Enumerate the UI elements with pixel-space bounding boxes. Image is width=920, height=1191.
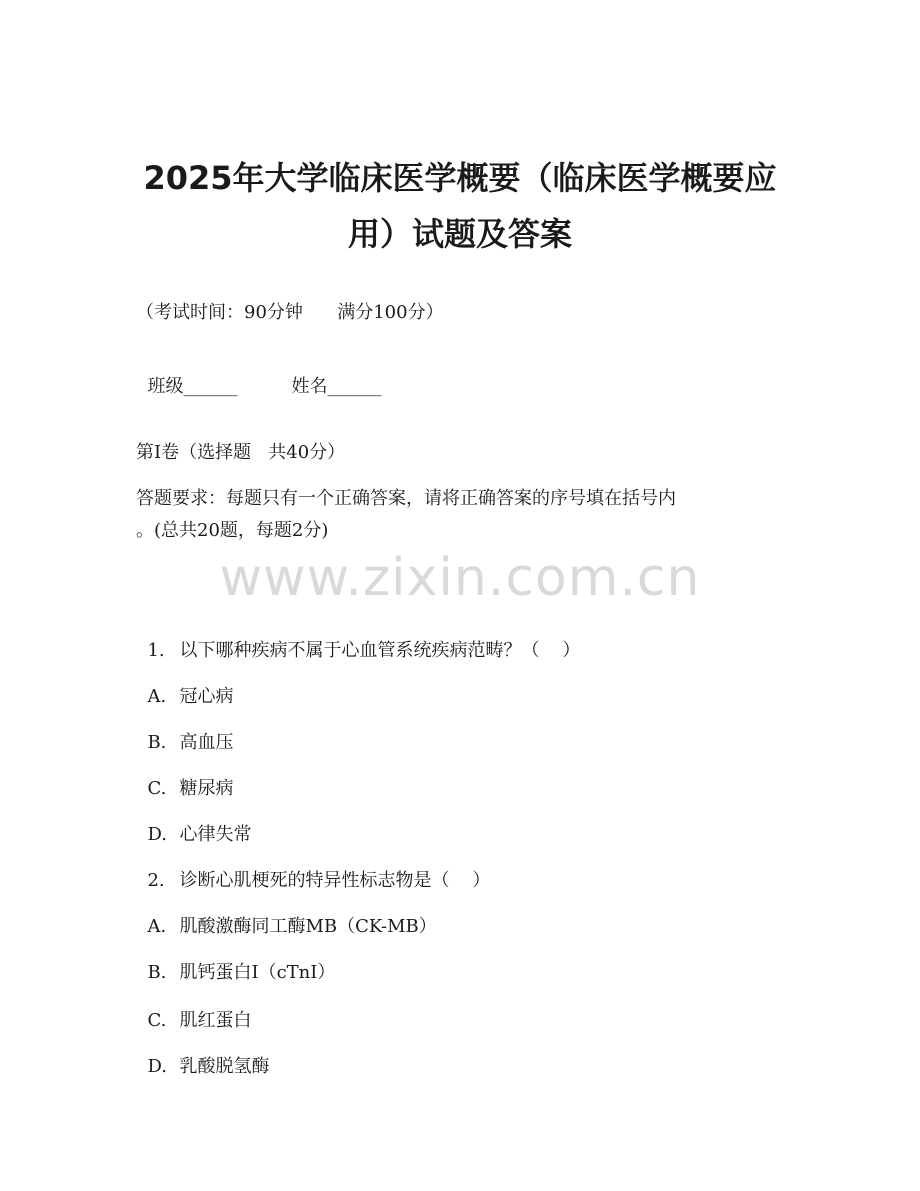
watermark: www.zixin.com.cn bbox=[219, 548, 701, 608]
title-line-1: 2025年大学临床医学概要（临床医学概要应 bbox=[143, 159, 777, 197]
option-2d[interactable] bbox=[136, 1028, 269, 1080]
option-2c[interactable] bbox=[136, 982, 251, 1034]
question-1 bbox=[136, 612, 580, 664]
option-letter: B. bbox=[147, 962, 167, 983]
option-letter: D. bbox=[147, 1056, 167, 1077]
option-1a[interactable] bbox=[136, 658, 233, 710]
document-title bbox=[110, 150, 810, 262]
option-text: 肌酸激酶同工酶MB（CK-MB） bbox=[179, 916, 437, 937]
option-letter: A. bbox=[147, 686, 167, 707]
option-text: 乳酸脱氢酶 bbox=[179, 1056, 270, 1077]
option-letter: A. bbox=[147, 916, 167, 937]
option-2a[interactable] bbox=[136, 888, 437, 940]
option-letter: D. bbox=[147, 824, 167, 845]
title-line-2: 用）试题及答案 bbox=[347, 215, 572, 253]
option-1c[interactable] bbox=[136, 750, 233, 802]
exam-info: （考试时间：90分钟 满分100分） bbox=[136, 302, 444, 323]
option-2b[interactable] bbox=[136, 934, 335, 986]
option-text: 肌红蛋白 bbox=[179, 1010, 252, 1031]
option-text: 心律失常 bbox=[179, 824, 252, 845]
option-1b[interactable] bbox=[136, 704, 233, 756]
section-title: 第Ⅰ卷（选择题 共40分） bbox=[136, 442, 346, 463]
option-text: 高血压 bbox=[179, 732, 234, 753]
question-text: 以下哪种疾病不属于心血管系统疾病范畴？（ ） bbox=[179, 640, 581, 661]
question-text: 诊断心肌梗死的特异性标志物是（ ） bbox=[179, 870, 491, 891]
option-text: 冠心病 bbox=[179, 686, 234, 707]
instructions-line-1: 答题要求：每题只有一个正确答案，请将正确答案的序号填在括号内 bbox=[136, 488, 676, 509]
question-2 bbox=[136, 842, 490, 894]
class-field-label: 班级______ bbox=[147, 376, 238, 397]
option-text: 糖尿病 bbox=[179, 778, 234, 799]
option-letter: C. bbox=[147, 778, 167, 799]
question-number: 2. bbox=[147, 870, 165, 891]
name-field-label: 姓名______ bbox=[291, 376, 382, 397]
instructions-line-2: 。(总共20题，每题2分) bbox=[136, 520, 329, 541]
question-number: 1. bbox=[147, 640, 165, 661]
option-1d[interactable] bbox=[136, 796, 251, 848]
option-letter: B. bbox=[147, 732, 167, 753]
student-info-row bbox=[136, 348, 381, 400]
option-letter: C. bbox=[147, 1010, 167, 1031]
option-text: 肌钙蛋白I（cTnI） bbox=[179, 962, 336, 983]
